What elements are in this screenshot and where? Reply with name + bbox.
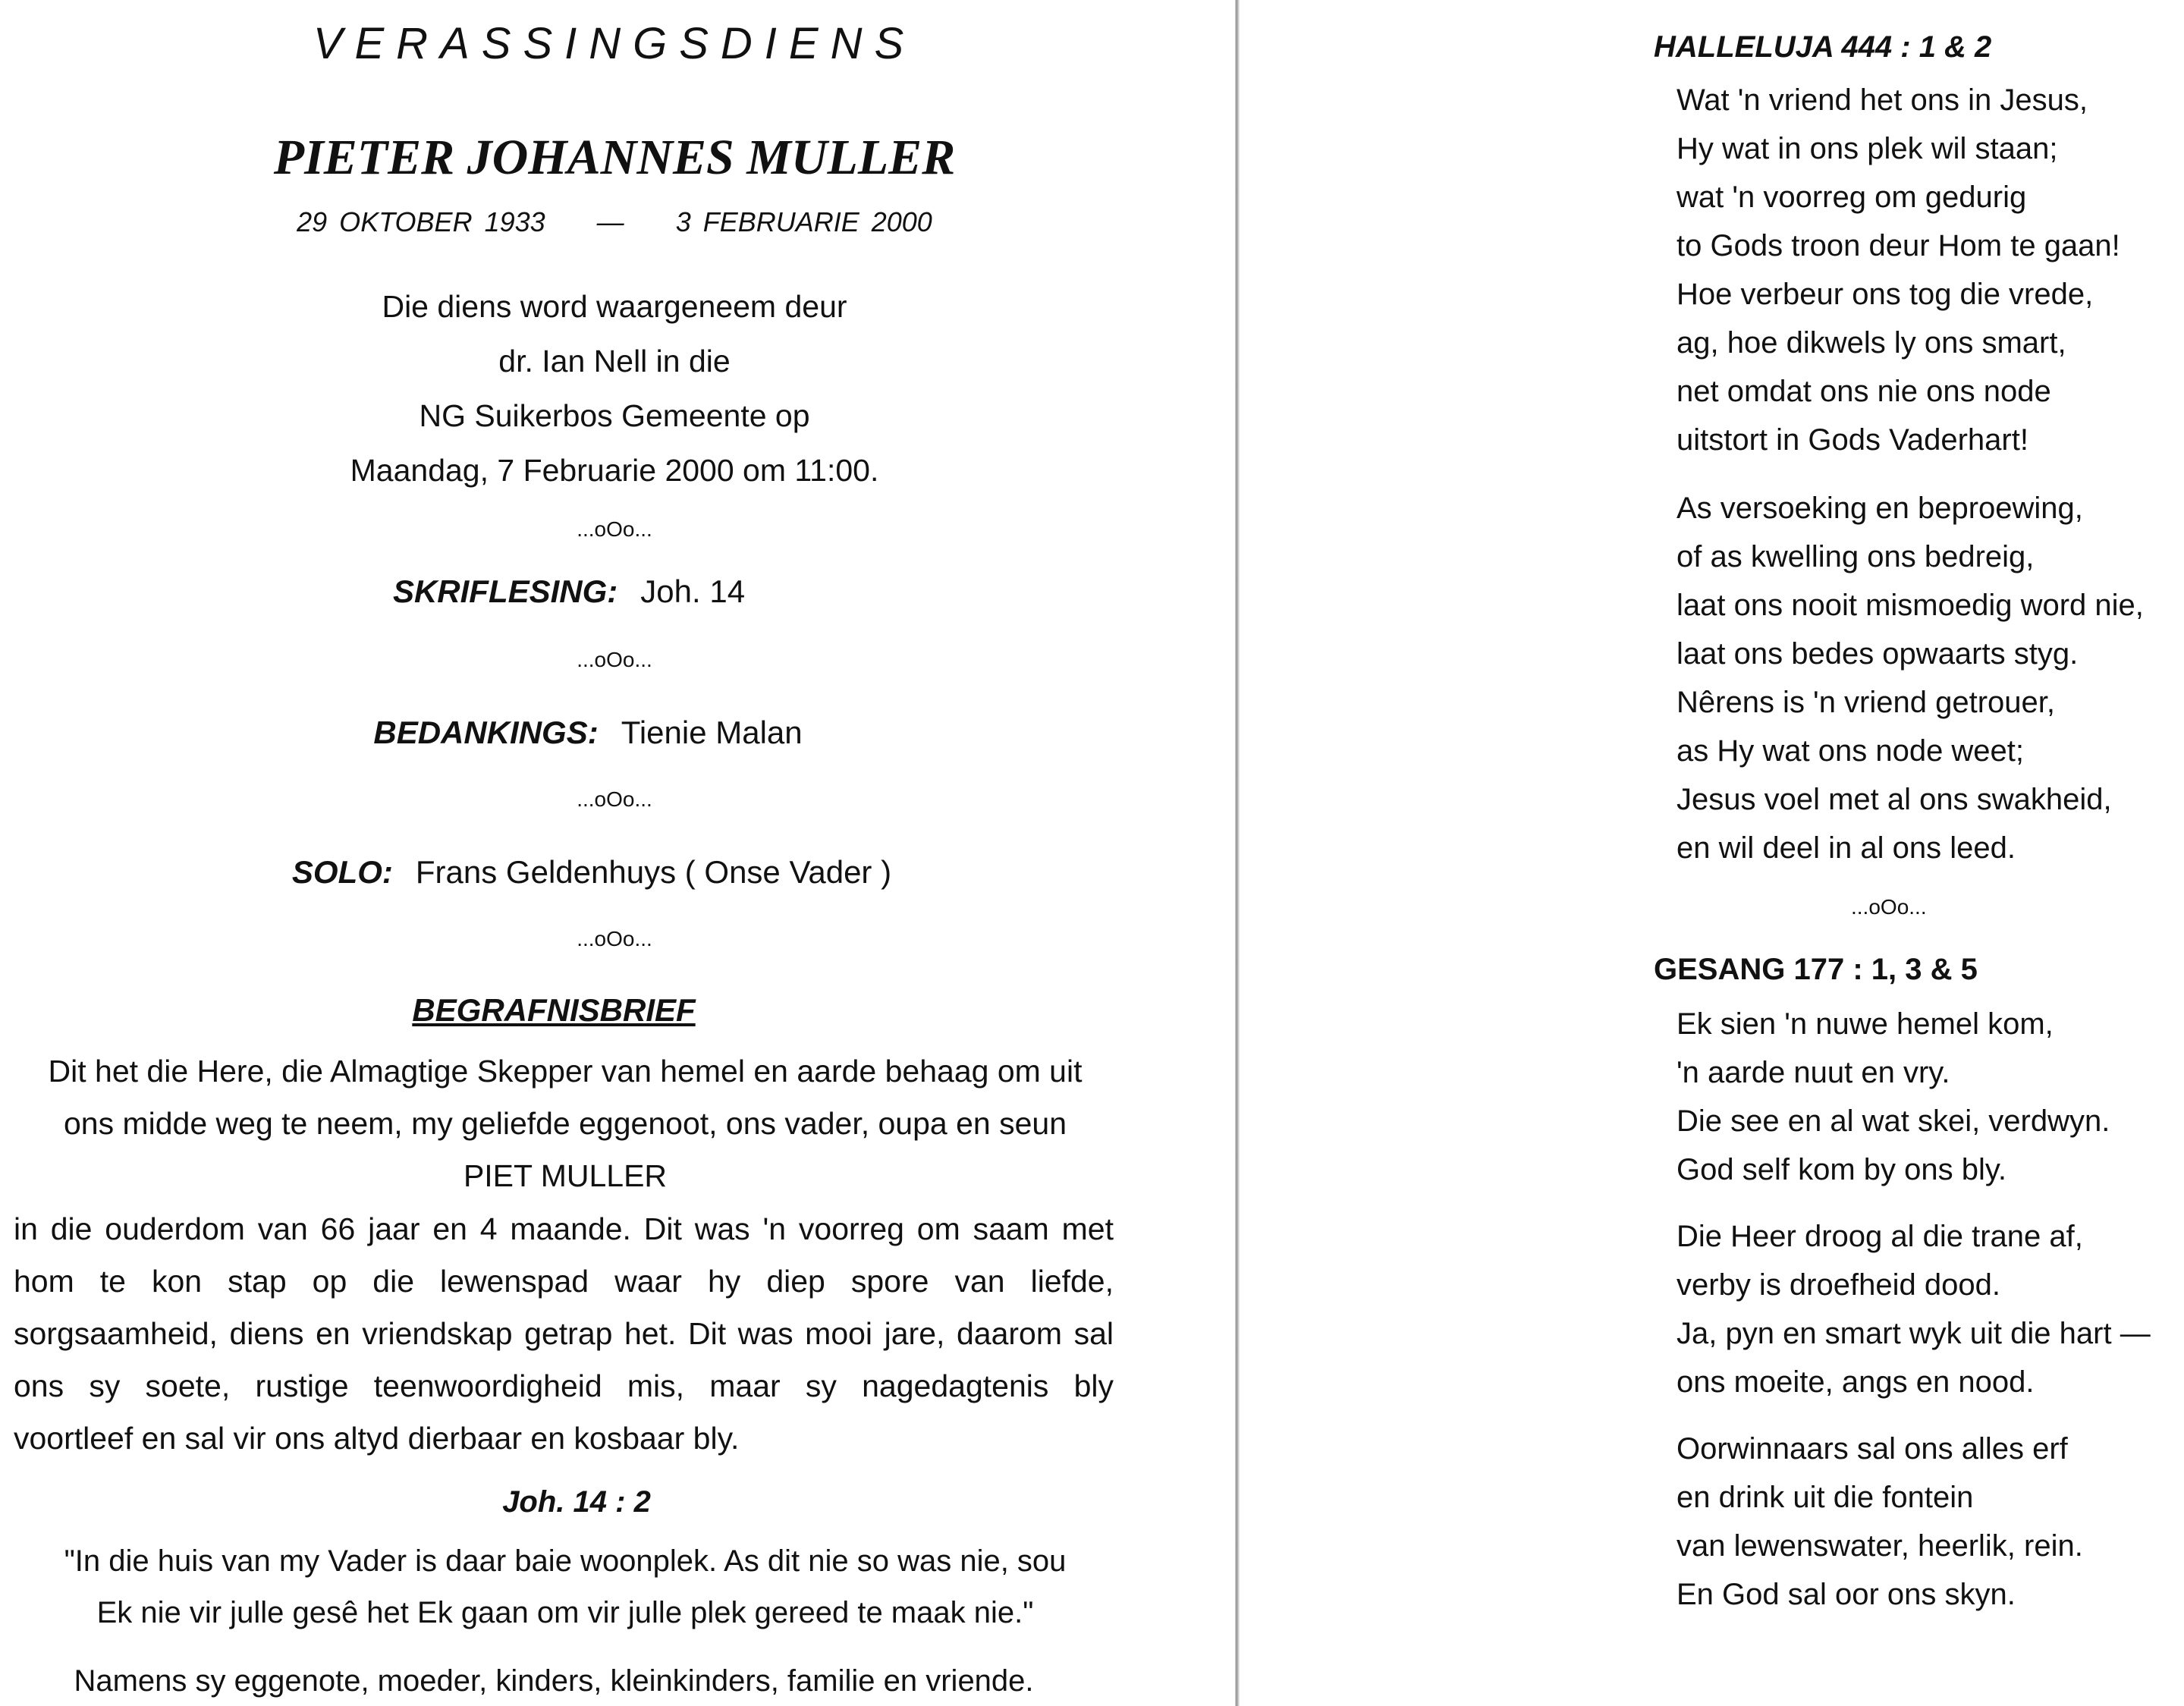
officiant-line: dr. Ian Nell in die	[498, 344, 731, 379]
divider: ...oOo...	[577, 787, 652, 811]
hymn2-title: GESANG 177 : 1, 3 & 5	[1654, 953, 1978, 986]
divider: ...oOo...	[577, 517, 652, 541]
verse-reference: Joh. 14 : 2	[502, 1485, 651, 1519]
letter-line: ons sy soete, rustige teenwoordigheid mis, maar sy nagedagtenis bly	[14, 1368, 1114, 1403]
divider: ...oOo...	[1851, 895, 1927, 919]
letter-line: voortleef en sal vir ons altyd dierbaar en kosbaar bly.	[14, 1421, 740, 1456]
hymn1-stanza-2	[1676, 484, 2144, 872]
hymn2-stanza-2	[1676, 1212, 2151, 1406]
letter-line: in die ouderdom van 66 jaar en 4 maande. Dit was 'n voorreg om saam met	[14, 1211, 1114, 1246]
hymn-line: Nêrens is 'n vriend getrouer,	[1676, 686, 2056, 719]
hymn-line: As versoeking en beproewing,	[1676, 492, 2083, 525]
verse-line: "In die huis van my Vader is daar baie woonplek. As dit nie so was nie, sou	[64, 1544, 1067, 1578]
hymn-line: 'n aarde nuut en vry.	[1676, 1056, 1950, 1089]
reading-item	[0, 573, 1229, 610]
hymn-line: Wat 'n vriend het ons in Jesus,	[1676, 83, 2088, 117]
death-date: 3 FEBRUARIE 2000	[675, 206, 932, 237]
letter-intro	[0, 1045, 1130, 1202]
hymn-line: Hoe verbeur ons tog die vrede,	[1676, 278, 2094, 311]
hymn2-stanza-1	[1676, 1000, 2110, 1194]
verse-text	[0, 1535, 1130, 1638]
letter-intro-line: ons midde weg te neem, my geliefde eggenoot, ons vader, oupa en seun	[63, 1106, 1067, 1141]
letter-line: sorgsaamheid, diens en vriendskap getrap het. Dit was mooi jare, daarom sal	[14, 1316, 1114, 1351]
hymn-line: verby is droefheid dood.	[1676, 1268, 2000, 1302]
hymn-line: God self kom by ons bly.	[1676, 1153, 2006, 1186]
hymn-line: Die Heer droog al die trane af,	[1676, 1220, 2083, 1253]
hymn-line: of as kwelling ons bedreig,	[1676, 540, 2035, 573]
hymn-line: en drink uit die fontein	[1676, 1481, 1974, 1514]
hymn-line: to Gods troon deur Hom te gaan!	[1676, 229, 2120, 262]
hymn-line: net omdat ons nie ons node	[1676, 375, 2051, 408]
officiant-line: Die diens word waargeneem deur	[382, 289, 847, 324]
hymn-line: Ja, pyn en smart wyk uit die hart —	[1676, 1317, 2151, 1350]
date-dash: —	[596, 206, 624, 237]
letter-body	[14, 1203, 1114, 1465]
service-title: VERASSINGSDIENS	[313, 19, 916, 68]
hymn-line: Hy wat in ons plek wil staan;	[1676, 132, 2058, 165]
birth-date: 29 OKTOBER 1933	[297, 206, 545, 237]
hymn-line: laat ons nooit mismoedig word nie,	[1676, 589, 2144, 622]
life-dates	[0, 206, 1229, 238]
hymn-line: Jesus voel met al ons swakheid,	[1676, 783, 2112, 816]
solo-value: Frans Geldenhuys ( Onse Vader )	[415, 854, 892, 890]
letter-intro-line: PIET MULLER	[463, 1158, 668, 1193]
officiant-block	[0, 279, 1229, 498]
officiant-line: NG Suikerbos Gemeente op	[419, 398, 810, 433]
deceased-name: PIETER JOHANNES MULLER	[273, 130, 956, 185]
hymn-line: ons moeite, angs en nood.	[1676, 1365, 2035, 1399]
letter-intro-line: Dit het die Here, die Almagtige Skepper van hemel en aarde behaag om uit	[48, 1054, 1083, 1089]
letter-heading: BEGRAFNISBRIEF	[412, 992, 696, 1028]
reading-label: SKRIFLESING:	[392, 573, 618, 609]
letter-line: hom te kon stap op die lewenspad waar hy diep spore van liefde,	[14, 1264, 1114, 1299]
officiant-line: Maandag, 7 Februarie 2000 om 11:00.	[350, 453, 879, 488]
verse-line: Ek nie vir julle gesê het Ek gaan om vir julle plek gereed te maak nie."	[96, 1596, 1034, 1629]
hymn-line: Die see en al wat skei, verdwyn.	[1676, 1104, 2110, 1138]
page-fold	[1235, 0, 1240, 1706]
hymn-line: wat 'n voorreg om gedurig	[1676, 181, 2027, 214]
hymn1-stanza-1	[1676, 76, 2120, 464]
closing-line: Namens sy eggenote, moeder, kinders, kleinkinders, familie en vriende.	[74, 1664, 1034, 1698]
hymn-line: van lewenswater, heerlik, rein.	[1676, 1529, 2083, 1563]
solo-item	[0, 854, 1229, 891]
right-page	[1244, 0, 2184, 1706]
hymn-line: as Hy wat ons node weet;	[1676, 734, 2025, 768]
hymn2-stanza-3	[1676, 1425, 2083, 1619]
hymn1-title: HALLELUJA 444 : 1 & 2	[1654, 30, 1992, 64]
hymn-line: laat ons bedes opwaarts styg.	[1676, 637, 2079, 671]
divider: ...oOo...	[577, 927, 652, 950]
divider: ...oOo...	[577, 648, 652, 671]
hymn-line: en wil deel in al ons leed.	[1676, 831, 2016, 865]
hymn-line: En God sal oor ons skyn.	[1676, 1578, 2016, 1611]
thanks-label: BEDANKINGS:	[373, 715, 599, 750]
hymn-line: ag, hoe dikwels ly ons smart,	[1676, 326, 2066, 360]
thanks-item	[0, 715, 1229, 751]
hymn-line: Ek sien 'n nuwe hemel kom,	[1676, 1007, 2054, 1041]
hymn-line: Oorwinnaars sal ons alles erf	[1676, 1432, 2068, 1466]
thanks-value: Tienie Malan	[621, 715, 803, 750]
hymn-line: uitstort in Gods Vaderhart!	[1676, 423, 2028, 457]
solo-label: SOLO:	[291, 854, 393, 890]
reading-value: Joh. 14	[640, 573, 746, 609]
